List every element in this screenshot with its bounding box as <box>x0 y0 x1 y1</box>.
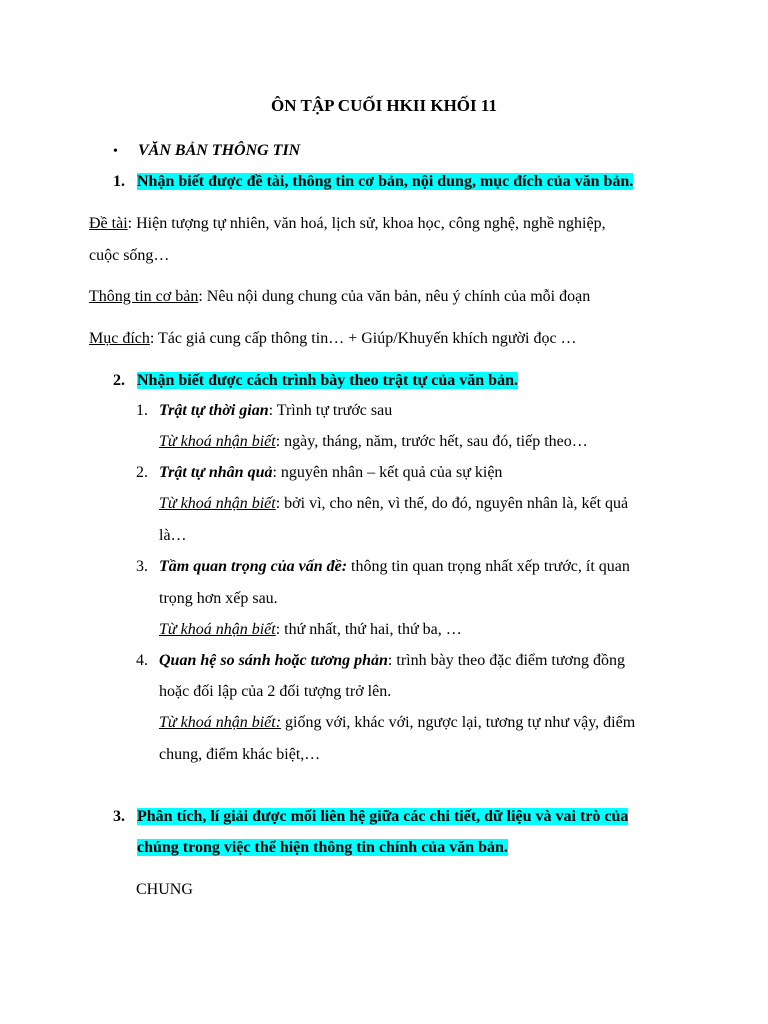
section3-heading-line1 <box>137 807 628 827</box>
muc-dich-line <box>89 329 577 349</box>
item1-keywords <box>159 432 588 452</box>
item1-term: Trật tự thời gian <box>159 402 269 419</box>
item3-keywords <box>159 620 462 640</box>
section2-number: 2. <box>113 372 125 389</box>
bullet-heading: VĂN BẢN THÔNG TIN <box>138 142 301 159</box>
bullet-icon: • <box>113 144 118 159</box>
item4-keywords <box>159 713 635 733</box>
item3-number: 3. <box>136 558 148 575</box>
de-tai-text-1: : Hiện tượng tự nhiên, văn hoá, lịch sử, khoa học, công nghệ, nghề nghiệp, <box>127 215 606 232</box>
item4-kw-text: giống với, khác với, ngược lại, tương tự như vậy, điểm <box>281 714 636 731</box>
section2-heading-text: Nhận biết được cách trình bày theo trật tự của văn bản. <box>137 372 518 389</box>
item4-kw-label: Từ khoá nhận biết: <box>159 714 282 731</box>
item3-desc-line2: trọng hơn xếp sau. <box>159 590 278 607</box>
thong-tin-label: Thông tin cơ bản <box>89 288 199 305</box>
item4-desc: : trình bày theo đặc điểm tương đồng <box>387 652 626 669</box>
item3-kw-label: Từ khoá nhận biết <box>159 621 276 638</box>
section3-heading-text-1: Phân tích, lí giải được mối liên hệ giữa các chi tiết, dữ liệu và vai trò của <box>137 808 629 825</box>
muc-dich-label: Mục đích <box>89 330 150 347</box>
section3-subheading: CHUNG <box>136 881 193 898</box>
item2-keywords-line2: là… <box>159 527 187 544</box>
item2-kw-text: : bởi vì, cho nên, vì thế, do đó, nguyên nhân là, kết quả <box>275 495 629 512</box>
item4-keywords-line2: chung, điểm khác biệt,… <box>159 746 321 763</box>
item2-keywords <box>159 494 628 514</box>
page-title: ÔN TẬP CUỐI HKII KHỐI 11 <box>271 96 497 115</box>
item2-line <box>159 463 502 483</box>
item3-term: Tầm quan trọng của vấn đề: <box>159 558 348 575</box>
section3-heading-line2 <box>137 838 508 858</box>
de-tai-line1 <box>89 214 606 234</box>
item4-number: 4. <box>136 652 148 669</box>
de-tai-label: Đề tài <box>89 215 128 232</box>
item2-number: 2. <box>136 464 148 481</box>
section3-number: 3. <box>113 808 125 825</box>
item1-number: 1. <box>136 402 148 419</box>
thong-tin-text: : Nêu nội dung chung của văn bản, nêu ý chính của mỗi đoạn <box>198 288 591 305</box>
section2-heading <box>137 371 518 391</box>
section1-heading <box>137 172 633 192</box>
item3-desc: thông tin quan trọng nhất xếp trước, ít quan <box>347 558 630 575</box>
section1-number: 1. <box>113 173 125 190</box>
section1-heading-text: Nhận biết được đề tài, thông tin cơ bản, nội dung, mục đích của văn bản. <box>137 173 634 190</box>
muc-dich-text: : Tác giả cung cấp thông tin… + Giúp/Khuyến khích người đọc … <box>149 330 577 347</box>
item1-kw-text: : ngày, tháng, năm, trước hết, sau đó, tiếp theo… <box>275 433 588 450</box>
item2-desc: : nguyên nhân – kết quả của sự kiện <box>272 464 503 481</box>
item4-line <box>159 651 625 671</box>
de-tai-line2: cuộc sống… <box>89 247 170 264</box>
item4-term: Quan hệ so sánh hoặc tương phản <box>159 652 388 669</box>
item3-line <box>159 557 630 577</box>
item3-kw-text: : thứ nhất, thứ hai, thứ ba, … <box>275 621 462 638</box>
section3-heading-text-2: chúng trong việc thể hiện thông tin chính của văn bản. <box>137 839 508 856</box>
item1-kw-label: Từ khoá nhận biết <box>159 433 276 450</box>
item2-kw-label: Từ khoá nhận biết <box>159 495 276 512</box>
thong-tin-line <box>89 287 590 307</box>
item2-term: Trật tự nhân quả <box>159 464 273 481</box>
item4-desc-line2: hoặc đối lập của 2 đối tượng trở lên. <box>159 683 392 700</box>
item1-line <box>159 401 392 421</box>
item1-desc: : Trình tự trước sau <box>268 402 393 419</box>
